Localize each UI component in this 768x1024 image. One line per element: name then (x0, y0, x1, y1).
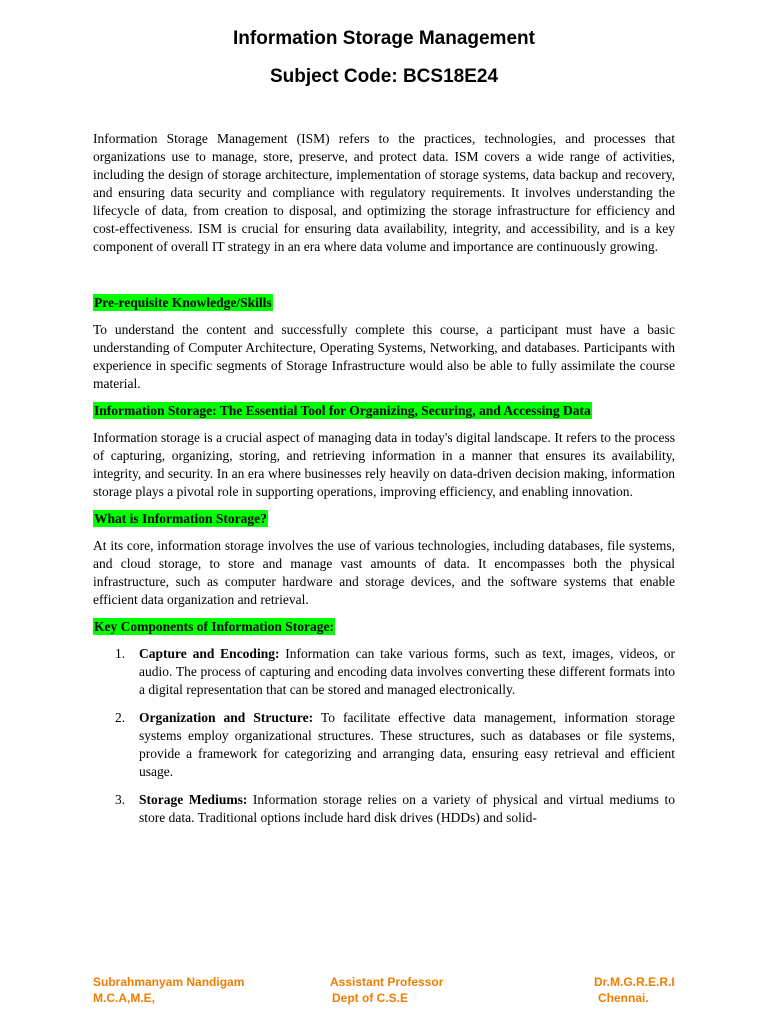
section-heading-prerequisites: Pre-requisite Knowledge/Skills (94, 295, 272, 310)
list-item-text: To facilitate effective data management, information storage systems employ organizational structures. These structures, such as databases or file systems, provide a framework for categorizing and arranging data, ensuring easy retrieval and efficient usage. (139, 710, 676, 779)
list-item-term: Capture and Encoding: (139, 646, 280, 661)
section-paragraph-what-is: At its core, information storage involves the use of various technologies, including databases, file systems, and cloud storage, to store and manage vast amounts of data. It encompasses both the physical infrastructure, such as computer hardware and storage devices, and the software systems that enable efficient data organization and retrieval. (93, 538, 675, 607)
list-item-number: 3. (115, 792, 126, 807)
section-paragraph-information-storage: Information storage is a crucial aspect of managing data in today's digital landscape. It refers to the process of capturing, organizing, storing, and retrieving information in a manner that ensures its availability, integrity, and security. In an era where businesses rely heavily on data-driven decision making, information storage plays a pivotal role in supporting operations, improving efficiency, and enabling innovation. (93, 430, 675, 499)
list-item (93, 709, 675, 781)
footer-institution-name: Dr.M.G.R.E.R.I (594, 975, 675, 989)
list-item-term: Storage Mediums: (139, 792, 248, 807)
intro-paragraph: Information Storage Management (ISM) refers to the practices, technologies, and processes that organizations use to manage, store, preserve, and protect data. ISM covers a wide range of activities, including the design of storage architecture, implementation of storage systems, data backup and recovery, and ensuring data security and compliance with regulatory requirements. It involves understanding the lifecycle of data, from creation to disposal, and optimizing the storage infrastructure for efficiency and cost-effectiveness. ISM is crucial for ensuring data availability, integrity, and accessibility, and is a key component of overall IT strategy in an era where data volume and importance are continuously growing. (93, 131, 675, 254)
footer-city: Chennai. (598, 991, 649, 1005)
list-item (93, 791, 675, 827)
list-item-term: Organization and Structure: (139, 710, 314, 725)
key-components-list (93, 645, 675, 827)
footer-author-degree: M.C.A,M.E, (93, 991, 155, 1005)
list-item (93, 645, 675, 699)
list-item-text: Information storage relies on a variety of physical and virtual mediums to store data. Traditional options include hard disk drives (HDDs) and solid- (139, 792, 676, 825)
footer-author-name: Subrahmanyam Nandigam (93, 975, 245, 989)
section-paragraph-prerequisites: To understand the content and successfully complete this course, a participant must have a basic understanding of Computer Architecture, Operating Systems, Networking, and databases. Participants with experience in specific segments of Storage Infrastructure would also be able to fully assimilate the course material. (93, 322, 675, 391)
document-body (93, 130, 675, 837)
section-heading-what-is: What is Information Storage? (94, 511, 267, 526)
section-heading-wrapper (93, 402, 675, 420)
footer-author (93, 974, 244, 1006)
list-item-text: Information can take various forms, such as text, images, videos, or audio. The process of capturing and encoding data involves converting these different formats into a digital representation that can be stored and managed electronically. (139, 646, 675, 697)
document-title: Information Storage Management (233, 28, 535, 49)
footer-institution (594, 974, 675, 1006)
footer-designation (330, 974, 443, 1006)
footer-department: Dept of C.S.E (332, 991, 409, 1005)
footer-designation-title: Assistant Professor (330, 975, 444, 989)
section-heading-key-components: Key Components of Information Storage: (94, 619, 334, 634)
list-item-number: 2. (115, 710, 126, 725)
section-heading-wrapper (93, 294, 675, 312)
section-heading-information-storage: Information Storage: The Essential Tool for Organizing, Securing, and Accessing Data (94, 403, 591, 418)
section-heading-wrapper (93, 510, 675, 528)
list-item-number: 1. (115, 646, 126, 661)
section-heading-wrapper (93, 618, 675, 636)
subject-code: Subject Code: BCS18E24 (269, 66, 499, 87)
